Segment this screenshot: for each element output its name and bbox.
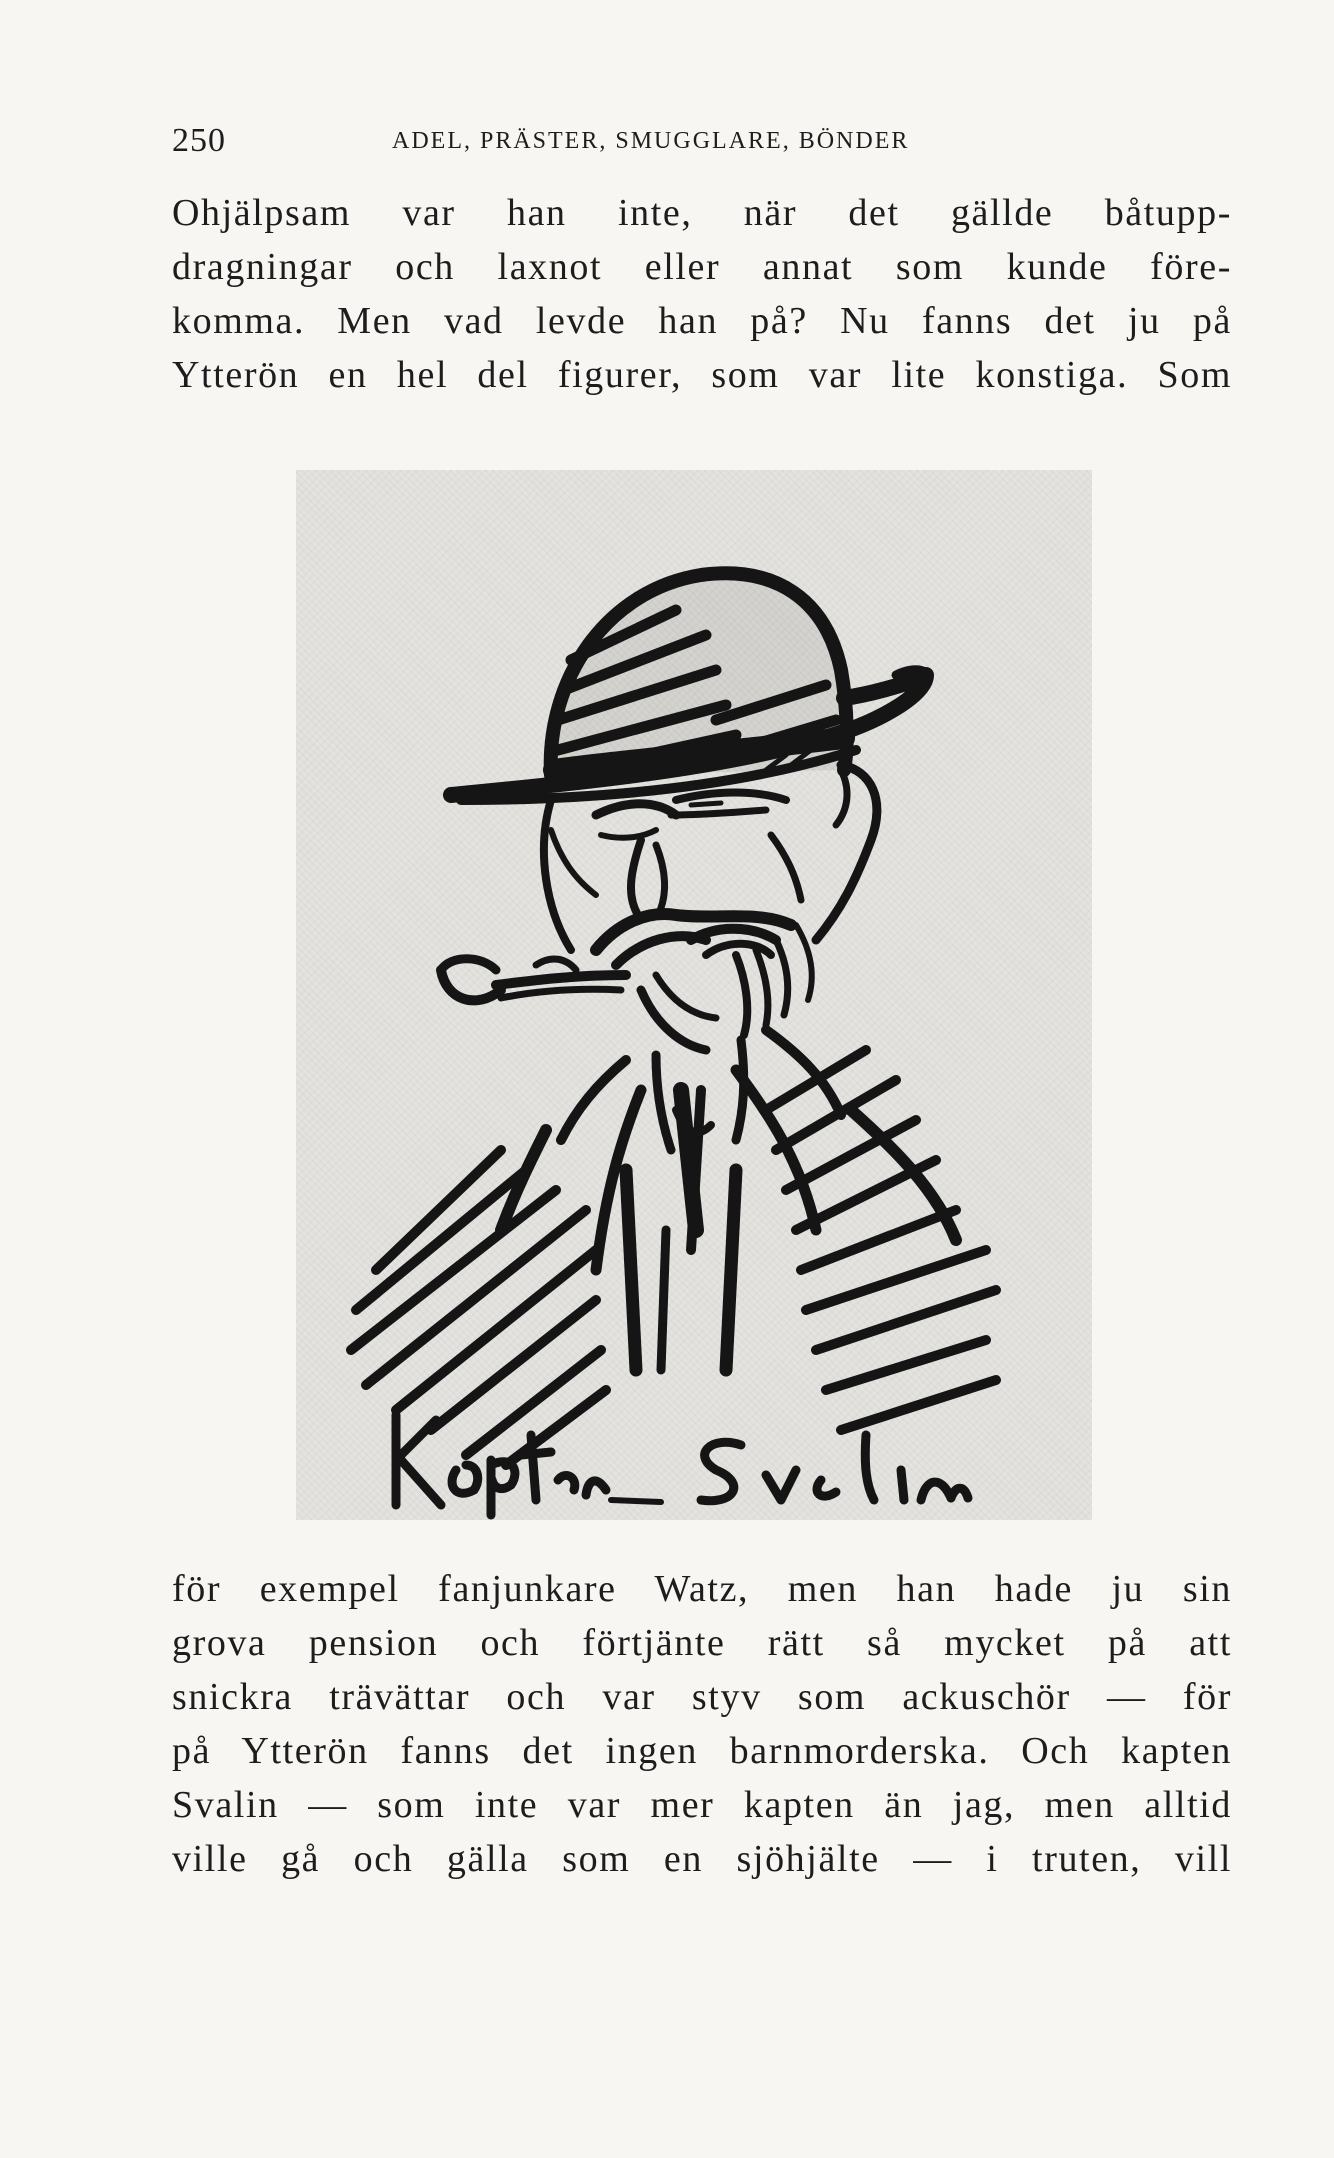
paragraph-bottom [172,1562,1232,1886]
text-line: på Ytterön fanns det ingen barnmorderska. Och kapten [172,1730,1232,1772]
page-number: 250 [172,122,226,159]
text-line: Ytterön en hel del figurer, som var lite konstiga. Som [172,354,1232,396]
paragraph-top [172,186,1232,402]
running-title: ADEL, PRÄSTER, SMUGGLARE, BÖNDER [392,128,910,154]
text-line: för exempel fanjunkare Watz, men han hade ju sin [172,1568,1232,1610]
text-line: Svalin — som inte var mer kapten än jag, men alltid [172,1784,1232,1826]
text-line: dragningar och laxnot eller annat som kunde före- [172,246,1232,288]
text-line: snickra trävättar och var styv som ackuschör — för [172,1676,1232,1718]
portrait-illustration [296,470,1092,1520]
portrait-sketch [296,470,1092,1520]
text-line: komma. Men vad levde han på? Nu fanns det ju på [172,300,1232,342]
text-line: ville gå och gälla som en sjöhjälte — i truten, vill [172,1838,1232,1880]
text-line: Ohjälpsam var han inte, när det gällde båtupp- [172,192,1232,234]
running-header [172,122,1232,162]
text-line: grova pension och förtjänte rätt så mycket på att [172,1622,1232,1664]
